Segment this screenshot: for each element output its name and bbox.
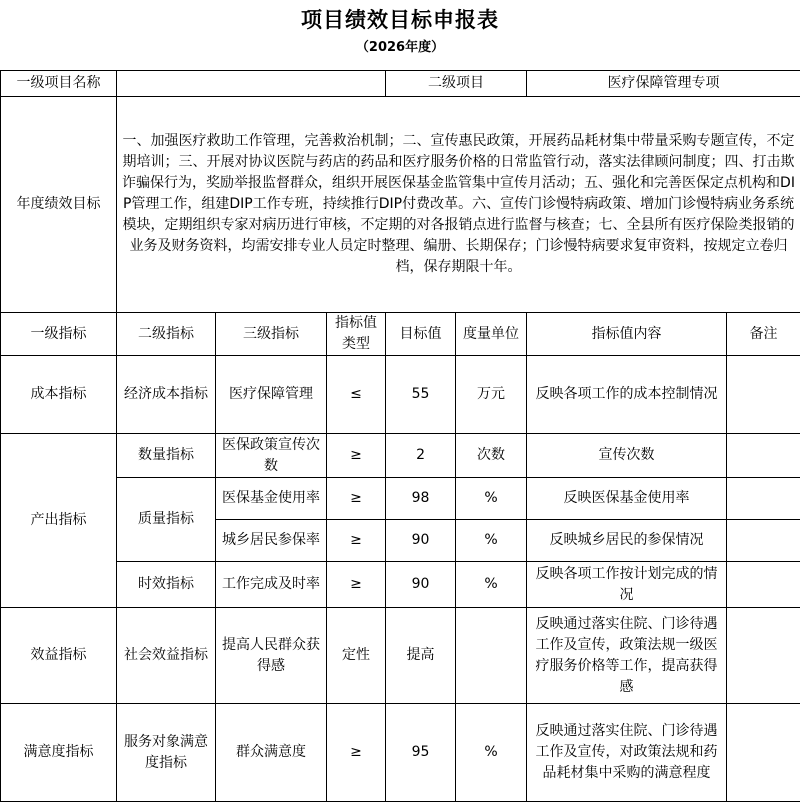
cell-content: 反映各项工作的成本控制情况 xyxy=(527,356,727,434)
level1-project-label: 一级项目名称 xyxy=(1,71,117,97)
cell-note xyxy=(727,434,800,478)
cell-content: 宣传次数 xyxy=(527,434,727,478)
col-header-content: 指标值内容 xyxy=(527,313,727,356)
table-row xyxy=(1,434,800,478)
cell-level2: 服务对象满意度指标 xyxy=(117,704,216,802)
annual-goal-row xyxy=(1,97,800,313)
group-cost: 成本指标 xyxy=(1,356,117,434)
cell-level3: 医疗保障管理 xyxy=(216,356,327,434)
cell-target: 95 xyxy=(386,704,456,802)
cell-level2: 时效指标 xyxy=(117,562,216,608)
group-satisfaction: 满意度指标 xyxy=(1,704,117,802)
cell-content: 反映城乡居民的参保情况 xyxy=(527,520,727,562)
cell-unit: % xyxy=(456,562,527,608)
cell-content: 反映通过落实住院、门诊待遇工作及宣传，对政策法规和药品耗材集中采购的满意程度 xyxy=(527,704,727,802)
cell-note xyxy=(727,356,800,434)
cell-value-type: ≥ xyxy=(327,562,386,608)
level2-project-label: 二级项目 xyxy=(386,71,527,97)
cell-value-type: ≤ xyxy=(327,356,386,434)
cell-level3: 群众满意度 xyxy=(216,704,327,802)
cell-content: 反映医保基金使用率 xyxy=(527,478,727,520)
col-header-note: 备注 xyxy=(727,313,800,356)
col-header-level2: 二级指标 xyxy=(117,313,216,356)
cell-unit: % xyxy=(456,704,527,802)
cell-level2: 数量指标 xyxy=(117,434,216,478)
performance-table xyxy=(0,70,800,802)
cell-unit: 万元 xyxy=(456,356,527,434)
cell-target: 90 xyxy=(386,562,456,608)
cell-note xyxy=(727,704,800,802)
cell-level3: 城乡居民参保率 xyxy=(216,520,327,562)
cell-note xyxy=(727,608,800,704)
cell-target: 98 xyxy=(386,478,456,520)
cell-level3: 提高人民群众获得感 xyxy=(216,608,327,704)
annual-goal-text: 一、加强医疗救助工作管理，完善救治机制；二、宣传惠民政策，开展药品耗材集中带量采购专题宣传，不定期培训；三、开展对协议医院与药店的药品和医疗服务价格的日常监管行动，落实法律顾问制度；四、打击欺诈骗保行为，奖励举报监督群众，组织开展医保基金监管集中宣传月活动；五、强化和完善医保定点机构和DIP管理工作，组建DIP工作专班，持续推行DIP付费改革。六、宣传门诊慢特病政策、增加门诊慢特病业务系统模块，定期组织专家对病历进行审核，不定期的对各报销点进行监督与核查；七、全县所有医疗保险类报销的业务及财务资料，均需安排专业人员定时整理、编册、长期保存；门诊慢特病要求复审资料，按规定立卷归档，保存期限十年。 xyxy=(117,97,800,313)
table-row xyxy=(1,704,800,802)
cell-value-type: ≥ xyxy=(327,704,386,802)
col-header-level1: 一级指标 xyxy=(1,313,117,356)
col-header-unit: 度量单位 xyxy=(456,313,527,356)
col-header-level3: 三级指标 xyxy=(216,313,327,356)
cell-level2: 经济成本指标 xyxy=(117,356,216,434)
cell-content: 反映通过落实住院、门诊待遇工作及宣传，政策法规一级医疗服务价格等工作，提高获得感 xyxy=(527,608,727,704)
cell-unit: % xyxy=(456,478,527,520)
cell-target: 2 xyxy=(386,434,456,478)
cell-note xyxy=(727,520,800,562)
cell-target: 提高 xyxy=(386,608,456,704)
level2-project-value: 医疗保障管理专项 xyxy=(527,71,800,97)
cell-value-type: ≥ xyxy=(327,478,386,520)
table-row xyxy=(1,478,800,520)
col-header-target: 目标值 xyxy=(386,313,456,356)
cell-level3: 医保基金使用率 xyxy=(216,478,327,520)
form-title: 项目绩效目标申报表 xyxy=(0,4,800,34)
cell-level3: 工作完成及时率 xyxy=(216,562,327,608)
group-output: 产出指标 xyxy=(1,434,117,608)
cell-note xyxy=(727,478,800,520)
group-benefit: 效益指标 xyxy=(1,608,117,704)
column-header-row xyxy=(1,313,800,356)
table-row xyxy=(1,608,800,704)
form-year: （2026年度） xyxy=(0,36,800,55)
cell-level2: 质量指标 xyxy=(117,478,216,562)
cell-target: 55 xyxy=(386,356,456,434)
cell-value-type: 定性 xyxy=(327,608,386,704)
cell-unit: % xyxy=(456,520,527,562)
level1-project-value xyxy=(117,71,386,97)
cell-note xyxy=(727,562,800,608)
cell-level2: 社会效益指标 xyxy=(117,608,216,704)
cell-value-type: ≥ xyxy=(327,520,386,562)
cell-unit xyxy=(456,608,527,704)
annual-goal-label: 年度绩效目标 xyxy=(1,97,117,313)
cell-target: 90 xyxy=(386,520,456,562)
cell-level3: 医保政策宣传次数 xyxy=(216,434,327,478)
cell-unit: 次数 xyxy=(456,434,527,478)
table-row xyxy=(1,356,800,434)
col-header-value-type: 指标值类型 xyxy=(327,313,386,356)
table-row xyxy=(1,562,800,608)
cell-value-type: ≥ xyxy=(327,434,386,478)
cell-content: 反映各项工作按计划完成的情况 xyxy=(527,562,727,608)
header-row xyxy=(1,71,800,97)
